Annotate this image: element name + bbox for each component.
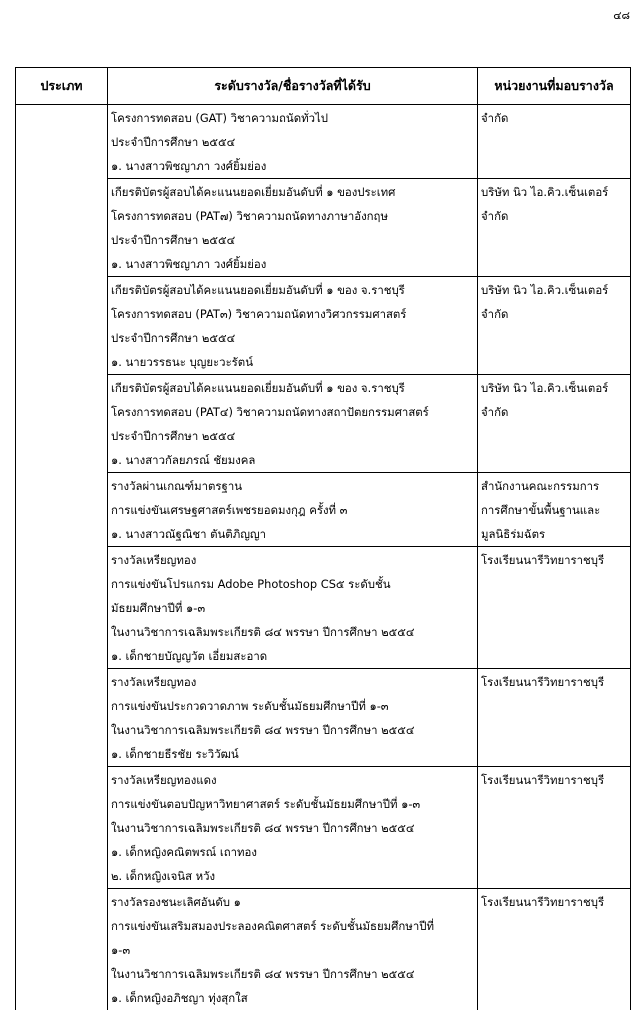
category-cell xyxy=(16,105,108,1010)
award-line: โครงการทดสอบ (PAT๗) วิชาความถนัดทางภาษาอังกฤษ xyxy=(111,204,477,228)
award-cell xyxy=(108,277,478,375)
award-line: ประจำปีการศึกษา ๒๕๕๔ xyxy=(111,130,477,154)
award-line: ๑. นางสาวพิชญาภา วงศ์ยิ้มย่อง xyxy=(111,252,477,276)
award-line: การแข่งขันเสริมสมองประลองคณิตศาสตร์ ระดับชั้นมัธยมศึกษาปีที่ xyxy=(111,914,477,938)
award-line: รางวัลเหรียญทองแดง xyxy=(111,768,477,792)
organization-cell xyxy=(478,277,631,375)
award-line: รางวัลเหรียญทอง xyxy=(111,670,477,694)
award-cell xyxy=(108,105,478,179)
award-line: ประจำปีการศึกษา ๒๕๕๔ xyxy=(111,228,477,252)
award-cell xyxy=(108,889,478,1010)
table-row xyxy=(16,277,631,375)
award-line: รางวัลผ่านเกณฑ์มาตรฐาน xyxy=(111,474,477,498)
award-line: ๑. นางสาวกัลยภรณ์ ชัยมงคล xyxy=(111,448,477,472)
table-row xyxy=(16,669,631,767)
organization-cell xyxy=(478,767,631,889)
table-row xyxy=(16,889,631,1010)
award-line: ประจำปีการศึกษา ๒๕๕๔ xyxy=(111,326,477,350)
organization-line: การศึกษาขั้นพื้นฐานและ xyxy=(481,498,630,522)
award-cell xyxy=(108,669,478,767)
award-line: ๑. เด็กชายธีรชัย ระวิวัฒน์ xyxy=(111,742,477,766)
award-line: ๑. เด็กหญิงอภิชญา ทุ่งสุกใส xyxy=(111,986,477,1010)
award-line: ประจำปีการศึกษา ๒๕๕๔ xyxy=(111,424,477,448)
table-row xyxy=(16,767,631,889)
award-line: เกียรติบัตรผู้สอบได้คะแนนยอดเยี่ยมอันดับที่ ๑ ของประเทศ xyxy=(111,180,477,204)
organization-cell xyxy=(478,669,631,767)
organization-line: โรงเรียนนารีวิทยาราชบุรี xyxy=(481,548,630,572)
award-line: การแข่งขันโปรแกรม Adobe Photoshop CS๕ ระดับชั้น xyxy=(111,572,477,596)
table-row xyxy=(16,375,631,473)
table-header-row xyxy=(16,68,631,105)
award-line: ในงานวิชาการเฉลิมพระเกียรติ ๘๔ พรรษา ปีการศึกษา ๒๕๕๔ xyxy=(111,718,477,742)
organization-cell xyxy=(478,105,631,179)
organization-line: บริษัท นิว ไอ.คิว.เซ็นเตอร์ xyxy=(481,376,630,400)
award-line: เกียรติบัตรผู้สอบได้คะแนนยอดเยี่ยมอันดับที่ ๑ ของ จ.ราชบุรี xyxy=(111,278,477,302)
awards-table xyxy=(15,67,631,1010)
award-cell xyxy=(108,375,478,473)
table-row xyxy=(16,547,631,669)
award-line: โครงการทดสอบ (PAT๔) วิชาความถนัดทางสถาปัตยกรรมศาสตร์ xyxy=(111,400,477,424)
organization-cell xyxy=(478,375,631,473)
header-organization: หน่วยงานที่มอบรางวัล xyxy=(478,68,631,105)
award-line: ในงานวิชาการเฉลิมพระเกียรติ ๘๔ พรรษา ปีการศึกษา ๒๕๕๔ xyxy=(111,816,477,840)
organization-line: จำกัด xyxy=(481,106,630,130)
organization-line: จำกัด xyxy=(481,400,630,424)
award-line: โครงการทดสอบ (PAT๓) วิชาความถนัดทางวิศวกรรมศาสตร์ xyxy=(111,302,477,326)
organization-line: โรงเรียนนารีวิทยาราชบุรี xyxy=(481,768,630,792)
award-cell xyxy=(108,179,478,277)
organization-cell xyxy=(478,889,631,1010)
award-line: ในงานวิชาการเฉลิมพระเกียรติ ๘๔ พรรษา ปีการศึกษา ๒๕๕๔ xyxy=(111,620,477,644)
award-cell xyxy=(108,767,478,889)
award-line: รางวัลเหรียญทอง xyxy=(111,548,477,572)
table-row xyxy=(16,179,631,277)
award-line: ๑. นางสาวณัฐณิชา ตันติภิญญา xyxy=(111,522,477,546)
organization-line: มูลนิธิร่มฉัตร xyxy=(481,522,630,546)
table-row xyxy=(16,105,631,179)
award-line: ๑. นายวรรธนะ บุญยะวะรัตน์ xyxy=(111,350,477,374)
table-row xyxy=(16,473,631,547)
award-line: ในงานวิชาการเฉลิมพระเกียรติ ๘๔ พรรษา ปีการศึกษา ๒๕๕๔ xyxy=(111,962,477,986)
organization-line: โรงเรียนนารีวิทยาราชบุรี xyxy=(481,890,630,914)
award-cell xyxy=(108,547,478,669)
award-line: โครงการทดสอบ (GAT) วิชาความถนัดทั่วไป xyxy=(111,106,477,130)
award-cell xyxy=(108,473,478,547)
award-line: ๑-๓ xyxy=(111,938,477,962)
award-line: มัธยมศึกษาปีที่ ๑-๓ xyxy=(111,596,477,620)
organization-cell xyxy=(478,179,631,277)
award-line: ๑. นางสาวพิชญาภา วงศ์ยิ้มย่อง xyxy=(111,154,477,178)
organization-line: สำนักงานคณะกรรมการ xyxy=(481,474,630,498)
award-line: การแข่งขันเศรษฐศาสตร์เพชรยอดมงกุฎ ครั้งที่ ๓ xyxy=(111,498,477,522)
award-line: รางวัลรองชนะเลิศอันดับ ๑ xyxy=(111,890,477,914)
organization-line: บริษัท นิว ไอ.คิว.เซ็นเตอร์ xyxy=(481,180,630,204)
header-award: ระดับรางวัล/ชื่อรางวัลที่ได้รับ xyxy=(108,68,478,105)
header-category: ประเภท xyxy=(16,68,108,105)
page-number: ๔๘ xyxy=(590,6,630,24)
award-line: เกียรติบัตรผู้สอบได้คะแนนยอดเยี่ยมอันดับที่ ๑ ของ จ.ราชบุรี xyxy=(111,376,477,400)
organization-line: โรงเรียนนารีวิทยาราชบุรี xyxy=(481,670,630,694)
organization-line: จำกัด xyxy=(481,204,630,228)
organization-line: จำกัด xyxy=(481,302,630,326)
organization-cell xyxy=(478,547,631,669)
award-line: ๑. เด็กชายบัญญวัต เอี่ยมสะอาด xyxy=(111,644,477,668)
organization-line: บริษัท นิว ไอ.คิว.เซ็นเตอร์ xyxy=(481,278,630,302)
organization-cell xyxy=(478,473,631,547)
award-line: ๑. เด็กหญิงคณิตพรณ์ เถาทอง xyxy=(111,840,477,864)
award-line: ๒. เด็กหญิงเจนิส หวัง xyxy=(111,864,477,888)
award-line: การแข่งขันตอบปัญหาวิทยาศาสตร์ ระดับชั้นมัธยมศึกษาปีที่ ๑-๓ xyxy=(111,792,477,816)
award-line: การแข่งขันประกวดวาดภาพ ระดับชั้นมัธยมศึกษาปีที่ ๑-๓ xyxy=(111,694,477,718)
